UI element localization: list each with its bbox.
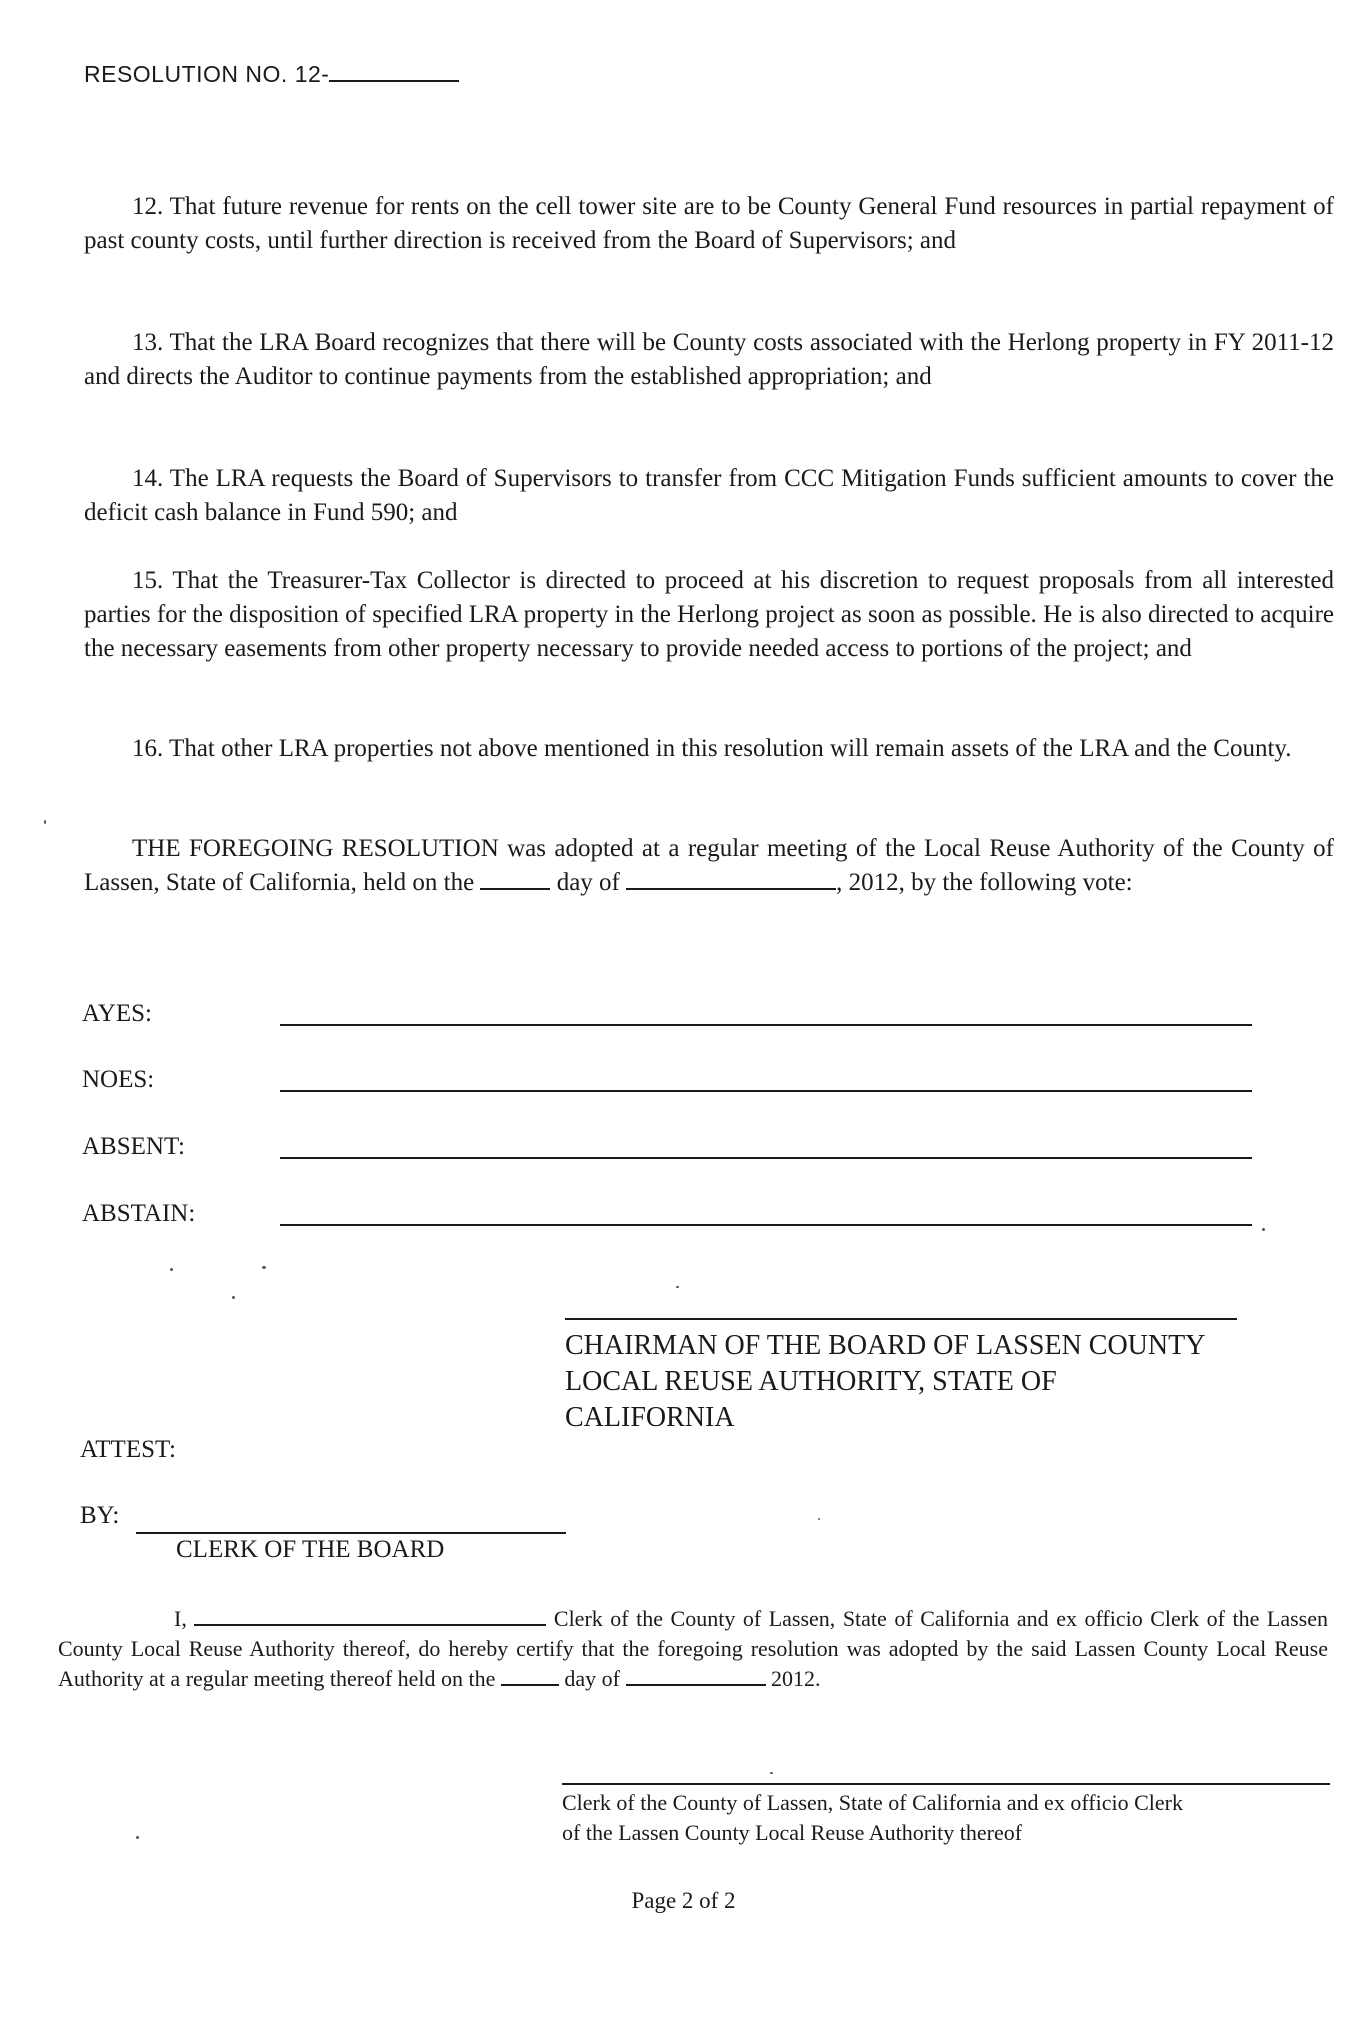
vote-abstain-line xyxy=(280,1224,1252,1226)
scan-speck xyxy=(136,1836,139,1839)
chairman-caption-line-1: CHAIRMAN OF THE BOARD OF LASSEN COUNTY xyxy=(565,1330,1206,1361)
scan-speck xyxy=(1262,1228,1265,1231)
vote-abstain-row xyxy=(82,1192,1252,1232)
resolution-number-label: RESOLUTION NO. 12- xyxy=(84,61,330,87)
scan-speck xyxy=(232,1296,235,1299)
clerk-county-signature-line xyxy=(562,1783,1330,1785)
clerk-of-board-caption: CLERK OF THE BOARD xyxy=(176,1536,445,1563)
paragraph-15-text: 15. That the Treasurer-Tax Collector is directed to proceed at his discretion to request proposals from all interested parties for the disposition of specified LRA property in the Herlong project as soon as possible. He is also directed to acquire the necessary easements from other property necessary to provide needed access to portions of the project; and xyxy=(84,567,1334,662)
clerk-county-caption-line-2: of the Lassen County Local Reuse Authority thereof xyxy=(562,1820,1023,1845)
scan-speck xyxy=(770,1772,773,1774)
vote-noes-line xyxy=(280,1090,1252,1092)
attest-label: ATTEST: xyxy=(80,1436,176,1463)
clerk-of-board-signature-line xyxy=(136,1532,566,1534)
scan-speck xyxy=(44,820,46,824)
scan-speck xyxy=(818,1518,820,1520)
vote-absent-line xyxy=(280,1157,1252,1159)
vote-noes-row xyxy=(82,1058,1252,1098)
scan-speck xyxy=(170,1268,173,1271)
paragraph-12 xyxy=(84,190,1334,258)
paragraph-12-text: 12. That future revenue for rents on the cell tower site are to be County General Fund resources in partial repayment of past county costs, until further direction is received from the Board of Supervisors; and xyxy=(84,193,1334,254)
paragraph-15 xyxy=(84,564,1334,666)
adoption-statement xyxy=(84,832,1334,900)
certification-month-blank xyxy=(626,1666,766,1686)
by-label: BY: xyxy=(80,1502,120,1529)
page-number: Page 2 of 2 xyxy=(631,1888,736,1913)
vote-ayes-line xyxy=(280,1024,1252,1026)
resolution-header xyxy=(84,58,459,88)
paragraph-16 xyxy=(84,732,1334,766)
certification-text-1: Clerk of the County of Lassen, State of California and ex officio Clerk of the Lassen County Local Reuse Authority thereof, do hereby certify that the foregoing resolution was adopted by the said Lassen County Local Reuse Authority at a regular meeting thereof held on the xyxy=(58,1606,1328,1691)
scan-speck xyxy=(262,1266,266,1269)
chairman-signature-line xyxy=(565,1318,1237,1320)
certification-day-blank xyxy=(501,1666,559,1686)
chairman-caption-line-2: LOCAL REUSE AUTHORITY, STATE OF xyxy=(565,1366,1057,1397)
vote-absent-label: ABSENT: xyxy=(82,1133,185,1160)
vote-absent-row xyxy=(82,1125,1252,1165)
vote-abstain-label: ABSTAIN: xyxy=(82,1200,196,1227)
paragraph-14-text: 14. The LRA requests the Board of Supervisors to transfer from CCC Mitigation Funds sufficient amounts to cover the deficit cash balance in Fund 590; and xyxy=(84,465,1334,526)
chairman-caption xyxy=(565,1328,1205,1436)
adoption-text-2: day of xyxy=(556,869,620,896)
vote-ayes-label: AYES: xyxy=(82,1000,152,1027)
adoption-text-3: , 2012, by the following vote: xyxy=(836,869,1133,896)
paragraph-14 xyxy=(84,462,1334,530)
adoption-text-1: THE FOREGOING RESOLUTION was adopted at a regular meeting of the Local Reuse Authority of the County of Lassen, State of California, held on the xyxy=(84,835,1334,896)
scan-speck xyxy=(676,1286,679,1288)
certification-text-2: day of xyxy=(564,1666,620,1691)
certification-name-blank xyxy=(194,1606,546,1626)
chairman-caption-line-3: CALIFORNIA xyxy=(565,1402,735,1433)
resolution-number-blank xyxy=(329,58,459,82)
clerk-county-caption-line-1: Clerk of the County of Lassen, State of California and ex officio Clerk xyxy=(562,1790,1183,1815)
certification-lead: I, xyxy=(174,1606,187,1631)
certification-text-3: 2012. xyxy=(771,1666,821,1691)
adoption-month-blank xyxy=(626,870,836,890)
paragraph-16-text: 16. That other LRA properties not above mentioned in this resolution will remain assets of the LRA and the County. xyxy=(132,735,1292,762)
vote-noes-label: NOES: xyxy=(82,1066,155,1093)
adoption-day-blank xyxy=(480,870,550,890)
paragraph-13-text: 13. That the LRA Board recognizes that there will be County costs associated with the Herlong property in FY 2011-12 and directs the Auditor to continue payments from the established appropriation; and xyxy=(84,329,1334,390)
vote-ayes-row xyxy=(82,992,1252,1032)
paragraph-13 xyxy=(84,326,1334,394)
clerk-county-caption xyxy=(562,1788,1183,1848)
certification-paragraph xyxy=(58,1604,1328,1694)
